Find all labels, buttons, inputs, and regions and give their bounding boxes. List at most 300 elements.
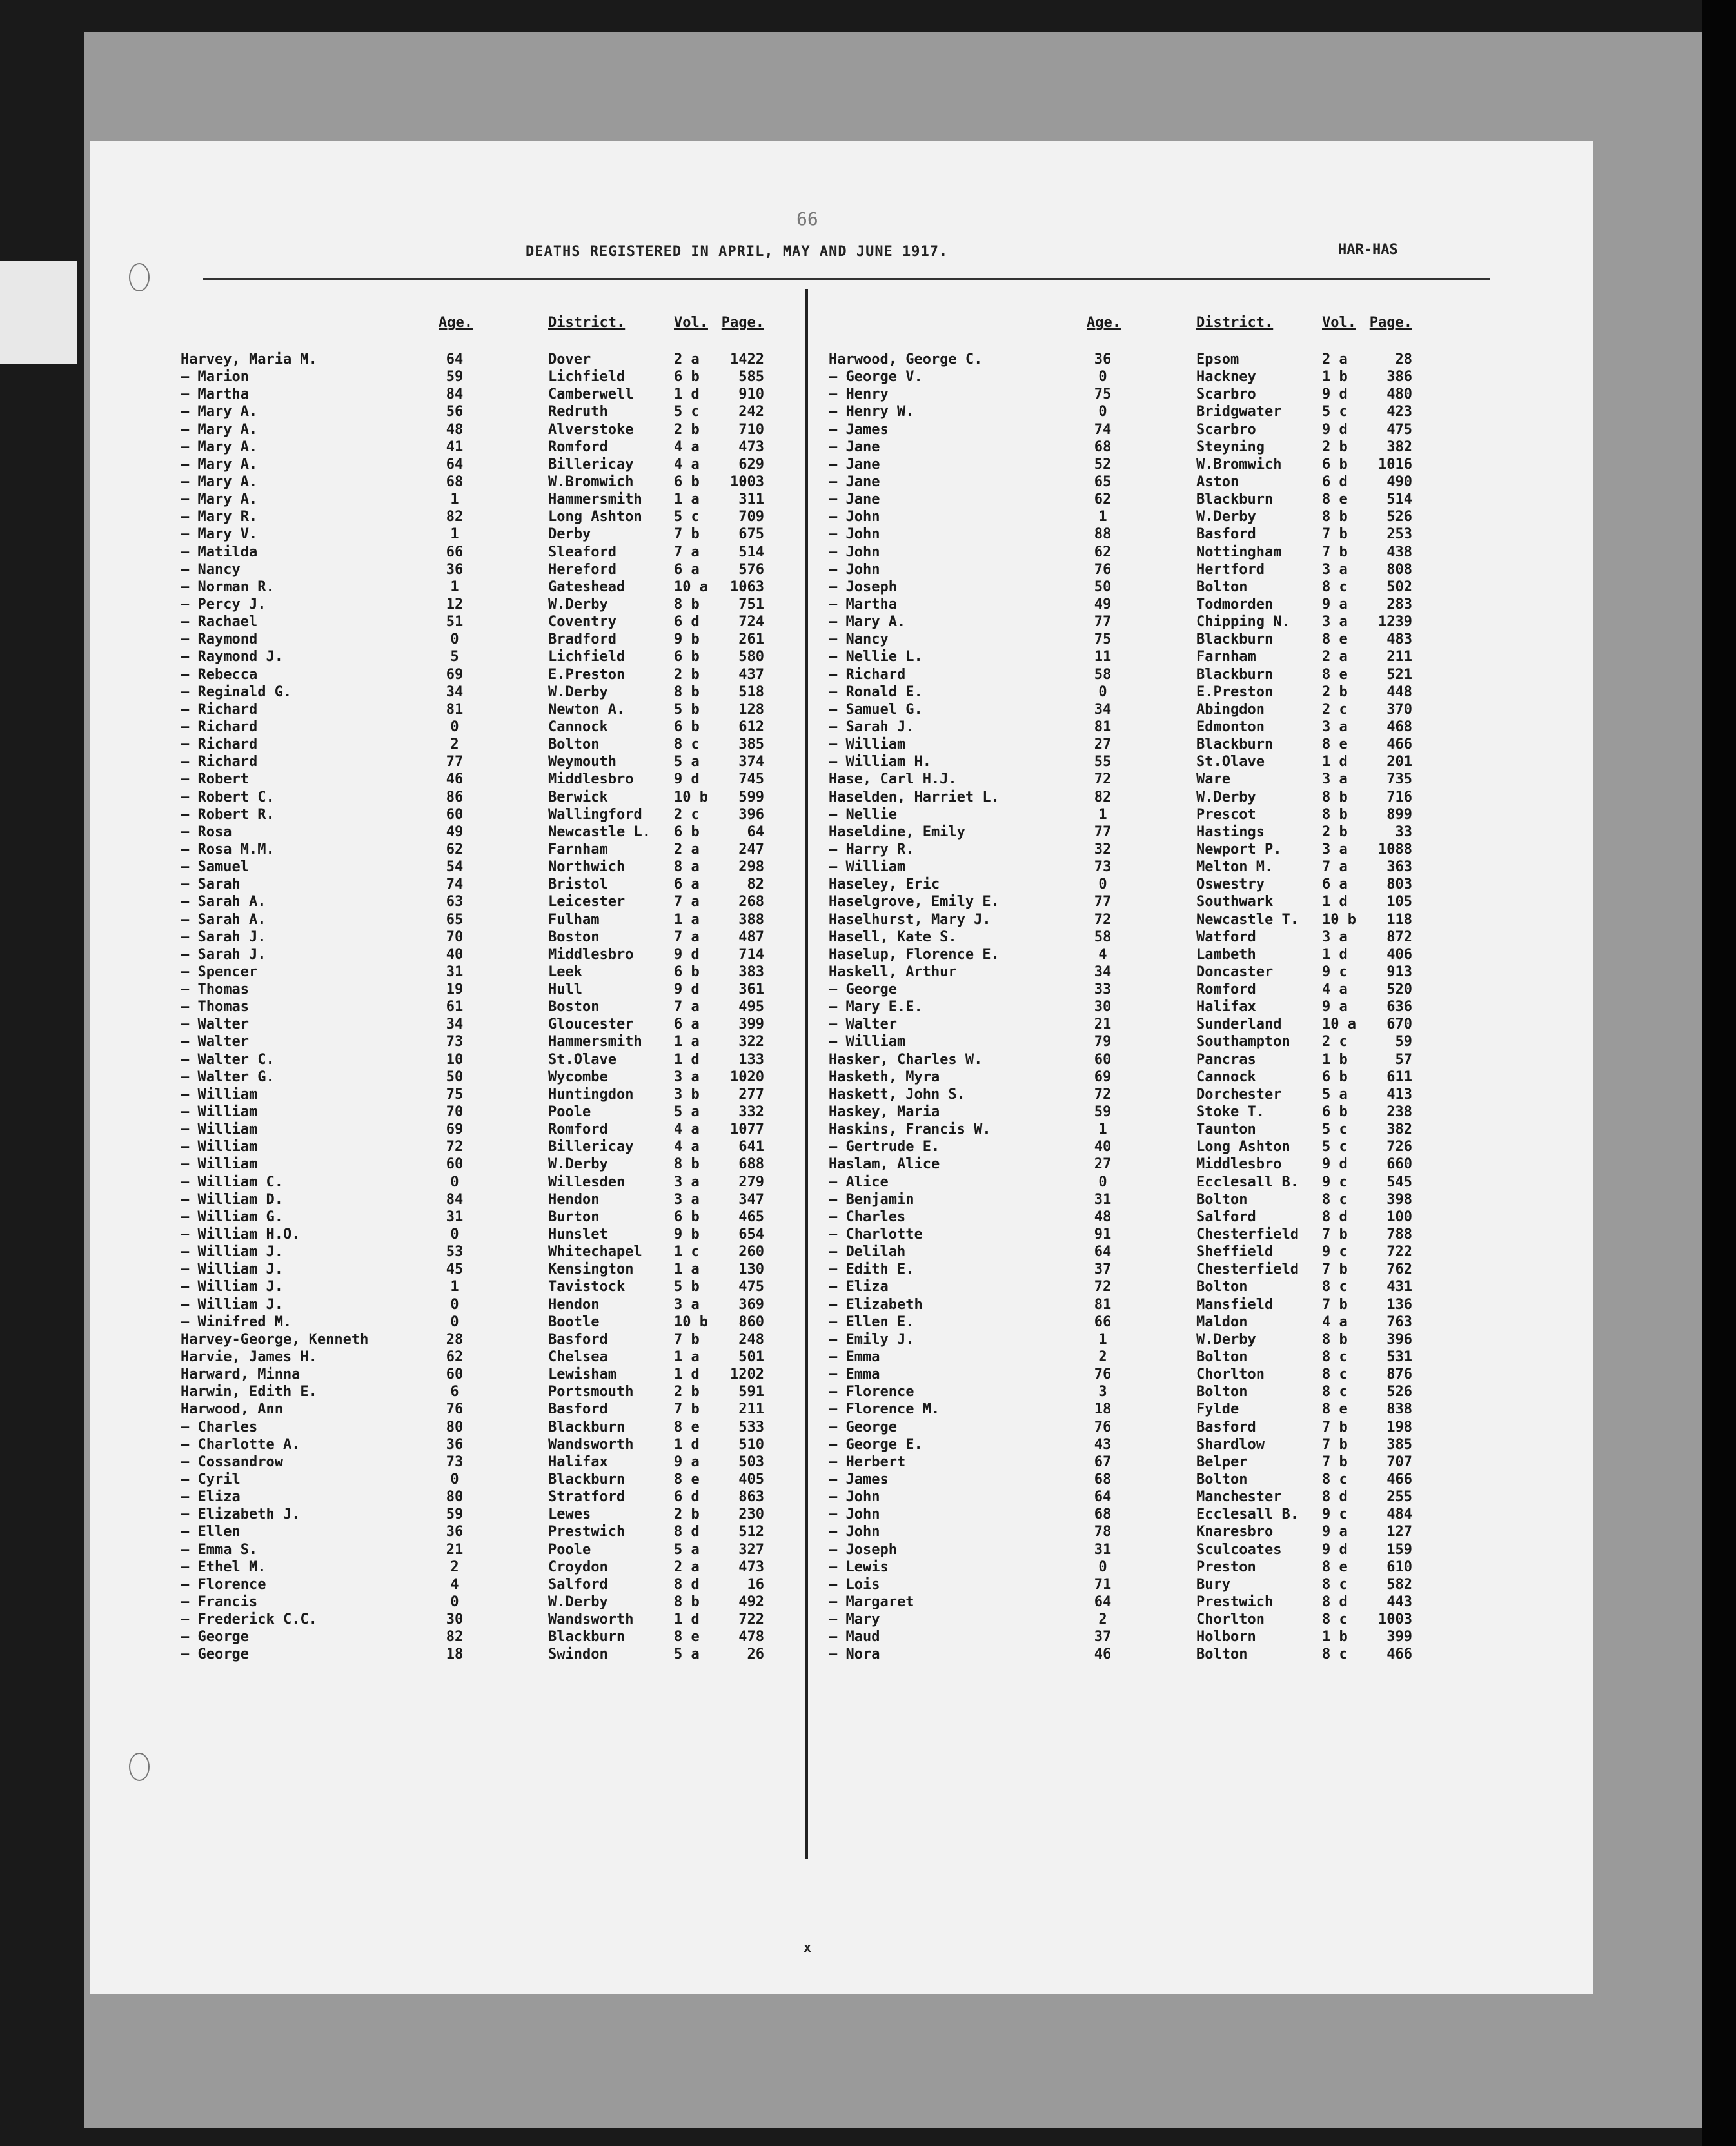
entry-district: Hunslet: [548, 1226, 608, 1243]
entry-page: 910: [738, 386, 764, 403]
entry-page: 610: [1386, 1559, 1412, 1575]
entry-age: 52: [1094, 456, 1112, 473]
entry-vol: 9 b: [674, 1226, 700, 1243]
entry-page: 514: [738, 544, 764, 560]
entry-age: 1: [1098, 806, 1107, 823]
entry-district: Billericay: [548, 456, 634, 473]
entry-vol: 7 b: [1322, 1419, 1348, 1435]
entry-district: Dorchester: [1196, 1086, 1282, 1103]
entry-name: — Ronald E.: [829, 684, 923, 700]
entry-name: — John: [829, 1524, 880, 1541]
entry-page: 283: [1386, 596, 1412, 613]
entry-district: Halifax: [548, 1453, 608, 1470]
entry-page: 675: [738, 526, 764, 543]
entry-vol: 8 c: [1322, 1384, 1348, 1401]
entry-age: 32: [1094, 841, 1112, 858]
entry-page: 396: [1386, 1331, 1412, 1348]
entry-name: — Mary A.: [829, 614, 906, 631]
entry-age: 59: [446, 1506, 464, 1523]
entry-district: Gateshead: [548, 578, 626, 595]
entry-vol: 2 c: [674, 806, 700, 823]
entry-district: Northwich: [548, 859, 626, 876]
entry-district: Swindon: [548, 1646, 608, 1663]
entry-district: Lambeth: [1196, 946, 1256, 963]
entry-name: — William C.: [181, 1174, 283, 1190]
entry-page: 466: [1386, 736, 1412, 753]
entry-age: 0: [1098, 1174, 1107, 1190]
entry-vol: 5 b: [674, 701, 700, 718]
entry-age: 66: [1094, 1314, 1112, 1330]
entry-vol: 8 c: [1322, 1349, 1348, 1366]
entry-vol: 9 a: [674, 1453, 700, 1470]
entry-vol: 2 b: [674, 666, 700, 683]
entry-page: 332: [738, 1104, 764, 1121]
entry-page: 136: [1386, 1296, 1412, 1313]
entry-age: 4: [450, 1576, 459, 1593]
entry-district: Hackney: [1196, 369, 1256, 386]
entry-district: Blackburn: [1196, 736, 1274, 753]
entry-name: — Rachael: [181, 614, 258, 631]
entry-vol: 8 d: [1322, 1208, 1348, 1225]
entry-age: 75: [1094, 386, 1112, 403]
entry-district: Newcastle T.: [1196, 911, 1299, 928]
entry-page: 127: [1386, 1524, 1412, 1541]
entry-page: 201: [1386, 754, 1412, 771]
entry-page: 654: [738, 1226, 764, 1243]
entry-vol: 2 c: [1322, 701, 1348, 718]
entry-name: — Percy J.: [181, 596, 266, 613]
entry-vol: 9 d: [1322, 386, 1348, 403]
entry-district: Kensington: [548, 1261, 634, 1278]
entry-page: 722: [1386, 1244, 1412, 1261]
entry-name: — Mary A.: [181, 491, 258, 508]
entry-age: 60: [1094, 1051, 1112, 1068]
entry-vol: 8 b: [674, 1593, 700, 1610]
entry-vol: 10 b: [674, 789, 708, 805]
entry-name: — Mary V.: [181, 526, 258, 543]
entry-district: Burton: [548, 1208, 600, 1225]
entry-district: E.Preston: [548, 666, 626, 683]
entry-district: Huntingdon: [548, 1086, 634, 1103]
entry-page: 1239: [1378, 614, 1412, 631]
entry-district: Ecclesall B.: [1196, 1174, 1299, 1190]
entry-age: 68: [1094, 1472, 1112, 1488]
entry-name: Haseldine, Emily: [829, 823, 965, 840]
entry-name: — Walter: [829, 1016, 897, 1033]
entry-name: Hasketh, Myra: [829, 1068, 940, 1085]
entry-district: Knaresbro: [1196, 1524, 1274, 1541]
entry-name: — Richard: [181, 701, 258, 718]
entry-page: 521: [1386, 666, 1412, 683]
entry-name: — William J.: [181, 1279, 283, 1295]
entry-name: — Mary: [829, 1611, 880, 1628]
entry-vol: 8 e: [674, 1629, 700, 1646]
entry-vol: 1 b: [1322, 1051, 1348, 1068]
entry-name: — Mary A.: [181, 438, 258, 455]
entry-vol: 1 b: [1322, 1629, 1348, 1646]
entry-age: 3: [1098, 1384, 1107, 1401]
entry-district: Fulham: [548, 911, 600, 928]
entry-age: 56: [446, 404, 464, 420]
entry-name: — Sarah A.: [181, 894, 266, 911]
entry-district: Scarbro: [1196, 421, 1256, 438]
entry-name: — Charles: [181, 1419, 258, 1435]
entry-district: Bolton: [1196, 578, 1248, 595]
entry-age: 36: [1094, 351, 1112, 368]
entry-name: — Charlotte: [829, 1226, 923, 1243]
entry-district: Wycombe: [548, 1068, 608, 1085]
entry-age: 63: [446, 894, 464, 911]
entry-age: 46: [446, 771, 464, 788]
entry-age: 68: [1094, 1506, 1112, 1523]
entry-age: 34: [1094, 701, 1112, 718]
entry-page: 361: [738, 981, 764, 998]
entry-vol: 3 a: [674, 1068, 700, 1085]
entry-page: 582: [1386, 1576, 1412, 1593]
entry-name: — Rosa M.M.: [181, 841, 275, 858]
entry-district: Portsmouth: [548, 1384, 634, 1401]
entry-age: 72: [1094, 911, 1112, 928]
entry-name: — Rosa: [181, 823, 232, 840]
entry-district: Bootle: [548, 1314, 600, 1330]
entry-name: — William G.: [181, 1208, 283, 1225]
entry-age: 4: [1098, 946, 1107, 963]
entry-name: — William J.: [181, 1261, 283, 1278]
entry-name: — Jane: [829, 456, 880, 473]
entry-district: Basford: [548, 1331, 608, 1348]
entry-age: 69: [446, 1121, 464, 1138]
entry-age: 41: [446, 438, 464, 455]
page-number: 66: [796, 208, 818, 230]
entry-name: Haslam, Alice: [829, 1156, 940, 1173]
entry-page: 475: [738, 1279, 764, 1295]
entry-vol: 8 e: [1322, 631, 1348, 648]
entry-page: 514: [1386, 491, 1412, 508]
entry-age: 73: [446, 1034, 464, 1050]
entry-age: 0: [1098, 404, 1107, 420]
entry-district: Poole: [548, 1541, 591, 1558]
entry-district: Melton M.: [1196, 859, 1274, 876]
entry-vol: 3 b: [674, 1086, 700, 1103]
entry-page: 899: [1386, 806, 1412, 823]
entry-name: — Cyril: [181, 1472, 241, 1488]
entry-page: 413: [1386, 1086, 1412, 1103]
entry-vol: 8 c: [1322, 1366, 1348, 1383]
entry-name: — George: [181, 1629, 249, 1646]
entry-name: Hase, Carl H.J.: [829, 771, 957, 788]
entry-name: — Eliza: [181, 1489, 241, 1506]
entry-age: 28: [446, 1331, 464, 1348]
entry-district: Southampton: [1196, 1034, 1290, 1050]
entry-page: 370: [1386, 701, 1412, 718]
entry-age: 1: [450, 578, 459, 595]
entry-district: St.Olave: [1196, 754, 1265, 771]
entry-age: 54: [446, 859, 464, 876]
entry-name: Harvey, Maria M.: [181, 351, 317, 368]
entry-vol: 5 c: [1322, 404, 1348, 420]
title-divider: [203, 278, 1490, 280]
entry-name: — Richard: [181, 754, 258, 771]
entry-district: Stratford: [548, 1489, 626, 1506]
entry-vol: 1 d: [674, 1611, 700, 1628]
entry-vol: 7 a: [674, 544, 700, 560]
entry-page: 473: [738, 1559, 764, 1575]
entry-district: Ecclesall B.: [1196, 1506, 1299, 1523]
entry-vol: 9 c: [1322, 1506, 1348, 1523]
entry-age: 31: [446, 1208, 464, 1225]
entry-name: — Joseph: [829, 1541, 897, 1558]
entry-district: Sunderland: [1196, 1016, 1282, 1033]
entry-age: 46: [1094, 1646, 1112, 1663]
entry-name: — William: [829, 736, 906, 753]
entry-name: — Jane: [829, 491, 880, 508]
entry-age: 0: [450, 1174, 459, 1190]
entry-name: — Charles: [829, 1208, 906, 1225]
entry-page: 100: [1386, 1208, 1412, 1225]
entry-page: 533: [738, 1419, 764, 1435]
surname-range: HAR-HAS: [1338, 242, 1398, 258]
entry-name: Haselhurst, Mary J.: [829, 911, 991, 928]
entry-page: 724: [738, 614, 764, 631]
entry-district: St.Olave: [548, 1051, 616, 1068]
entry-name: — Robert: [181, 771, 249, 788]
entry-page: 311: [738, 491, 764, 508]
entry-vol: 3 a: [1322, 771, 1348, 788]
entry-name: Haselden, Harriet L.: [829, 789, 1000, 805]
entry-page: 443: [1386, 1593, 1412, 1610]
entry-page: 591: [738, 1384, 764, 1401]
entry-vol: 9 d: [1322, 421, 1348, 438]
entry-district: Berwick: [548, 789, 608, 805]
entry-page: 465: [738, 1208, 764, 1225]
entry-age: 59: [1094, 1104, 1112, 1121]
entry-page: 33: [1395, 823, 1412, 840]
entry-vol: 3 a: [1322, 718, 1348, 735]
entry-district: Prestwich: [548, 1524, 626, 1541]
entry-page: 431: [1386, 1279, 1412, 1295]
entry-vol: 7 b: [1322, 1226, 1348, 1243]
entry-page: 438: [1386, 544, 1412, 560]
entry-name: — Elizabeth J.: [181, 1506, 301, 1523]
entry-district: Manchester: [1196, 1489, 1282, 1506]
entry-name: Haselgrove, Emily E.: [829, 894, 1000, 911]
entry-district: Sheffield: [1196, 1244, 1274, 1261]
entry-age: 82: [446, 509, 464, 526]
entry-page: 466: [1386, 1646, 1412, 1663]
entry-age: 36: [446, 1524, 464, 1541]
entry-district: Leek: [548, 963, 582, 980]
entry-name: — Nellie L.: [829, 649, 923, 665]
entry-district: Hertford: [1196, 561, 1265, 578]
entry-vol: 9 a: [1322, 999, 1348, 1016]
entry-name: — Mary A.: [181, 473, 258, 490]
entry-name: — Raymond J.: [181, 649, 283, 665]
entry-vol: 8 e: [1322, 1559, 1348, 1575]
entry-age: 65: [446, 911, 464, 928]
entry-vol: 2 b: [674, 1506, 700, 1523]
entry-age: 71: [1094, 1576, 1112, 1593]
entry-vol: 5 c: [674, 509, 700, 526]
entry-vol: 2 a: [1322, 649, 1348, 665]
entry-vol: 8 b: [1322, 1331, 1348, 1348]
entry-age: 62: [446, 1349, 464, 1366]
entry-district: Chesterfield: [1196, 1261, 1299, 1278]
page-title: DEATHS REGISTERED IN APRIL, MAY AND JUNE 1917.: [526, 244, 949, 260]
entry-name: — Martha: [181, 386, 249, 403]
entry-district: Willesden: [548, 1174, 626, 1190]
entry-page: 503: [738, 1453, 764, 1470]
entry-page: 347: [738, 1191, 764, 1208]
entry-vol: 1 a: [674, 1349, 700, 1366]
entry-name: — Ethel M.: [181, 1559, 266, 1575]
entry-age: 77: [1094, 614, 1112, 631]
entry-district: Aston: [1196, 473, 1239, 490]
entry-name: — Benjamin: [829, 1191, 914, 1208]
entry-name: — Thomas: [181, 999, 249, 1016]
entry-vol: 8 c: [1322, 1576, 1348, 1593]
entry-name: — George: [829, 1419, 897, 1435]
entry-district: Romford: [548, 1121, 608, 1138]
entry-page: 763: [1386, 1314, 1412, 1330]
entry-district: Lewisham: [548, 1366, 616, 1383]
entry-age: 10: [446, 1051, 464, 1068]
entry-district: Middlesbro: [1196, 1156, 1282, 1173]
entry-district: Hendon: [548, 1296, 600, 1313]
entry-age: 72: [446, 1139, 464, 1156]
entry-name: Hasell, Kate S.: [829, 929, 957, 945]
entry-vol: 9 d: [674, 771, 700, 788]
entry-age: 49: [1094, 596, 1112, 613]
entry-name: — Emma S.: [181, 1541, 258, 1558]
entry-name: — William: [181, 1156, 258, 1173]
entry-vol: 3 a: [674, 1296, 700, 1313]
entry-age: 48: [446, 421, 464, 438]
entry-page: 475: [1386, 421, 1412, 438]
entry-age: 0: [450, 631, 459, 648]
entry-district: Hammersmith: [548, 1034, 642, 1050]
entry-age: 12: [446, 596, 464, 613]
entry-vol: 9 d: [1322, 1541, 1348, 1558]
entry-name: — Herbert: [829, 1453, 906, 1470]
entry-district: Bolton: [548, 736, 600, 753]
entry-vol: 8 b: [1322, 789, 1348, 805]
entry-vol: 10 a: [674, 578, 708, 595]
entry-page: 512: [738, 1524, 764, 1541]
entry-vol: 8 c: [674, 736, 700, 753]
entry-district: Romford: [548, 438, 608, 455]
entry-page: 1063: [730, 578, 764, 595]
entry-vol: 9 c: [1322, 1174, 1348, 1190]
entry-page: 57: [1395, 1051, 1412, 1068]
entry-vol: 8 c: [1322, 1611, 1348, 1628]
entry-district: Epsom: [1196, 351, 1239, 368]
entry-vol: 9 b: [674, 631, 700, 648]
entry-age: 66: [446, 544, 464, 560]
entry-district: Newton A.: [548, 701, 626, 718]
entry-page: 130: [738, 1261, 764, 1278]
entry-page: 803: [1386, 876, 1412, 893]
entry-district: Sleaford: [548, 544, 616, 560]
entry-page: 64: [747, 823, 764, 840]
entry-vol: 6 a: [674, 561, 700, 578]
entry-district: Lichfield: [548, 369, 626, 386]
entry-page: 612: [738, 718, 764, 735]
entry-district: Cannock: [548, 718, 608, 735]
entry-district: Bolton: [1196, 1279, 1248, 1295]
entry-page: 238: [1386, 1104, 1412, 1121]
entry-district: Wandsworth: [548, 1611, 634, 1628]
entry-district: Lichfield: [548, 649, 626, 665]
entry-district: Hastings: [1196, 823, 1265, 840]
entry-district: Edmonton: [1196, 718, 1265, 735]
entry-district: Bolton: [1196, 1191, 1248, 1208]
entry-page: 383: [738, 963, 764, 980]
entry-name: — Reginald G.: [181, 684, 292, 700]
entry-district: Ware: [1196, 771, 1230, 788]
entry-vol: 10 a: [1322, 1016, 1356, 1033]
entry-district: Holborn: [1196, 1629, 1256, 1646]
entry-name: — Florence: [829, 1384, 914, 1401]
entry-district: Farnham: [1196, 649, 1256, 665]
entry-name: Haskins, Francis W.: [829, 1121, 991, 1138]
entry-name: — John: [829, 526, 880, 543]
entry-district: Bolton: [1196, 1472, 1248, 1488]
entry-vol: 8 b: [674, 1156, 700, 1173]
entry-name: — Francis: [181, 1593, 258, 1610]
entry-age: 6: [450, 1384, 459, 1401]
entry-name: — Margaret: [829, 1593, 914, 1610]
entry-name: — Walter: [181, 1016, 249, 1033]
entry-vol: 8 c: [1322, 1646, 1348, 1663]
entry-vol: 4 a: [1322, 1314, 1348, 1330]
entry-name: — Winifred M.: [181, 1314, 292, 1330]
entry-age: 60: [446, 806, 464, 823]
entry-name: — James: [829, 421, 889, 438]
entry-vol: 7 b: [1322, 544, 1348, 560]
entry-page: 722: [738, 1611, 764, 1628]
entry-page: 327: [738, 1541, 764, 1558]
entry-district: W.Bromwich: [1196, 456, 1282, 473]
entry-vol: 1 d: [1322, 754, 1348, 771]
entry-district: Sculcoates: [1196, 1541, 1282, 1558]
entry-age: 75: [446, 1086, 464, 1103]
footer-mark: x: [804, 1940, 812, 1955]
entry-name: Harward, Minna: [181, 1366, 301, 1383]
entry-page: 382: [1386, 1121, 1412, 1138]
entry-age: 30: [446, 1611, 464, 1628]
entry-page: 726: [1386, 1139, 1412, 1156]
entry-age: 76: [446, 1401, 464, 1418]
entry-page: 838: [1386, 1401, 1412, 1418]
entry-district: Blackburn: [548, 1472, 626, 1488]
entry-page: 872: [1386, 929, 1412, 945]
entry-district: Stoke T.: [1196, 1104, 1265, 1121]
entry-district: Blackburn: [548, 1629, 626, 1646]
entry-name: — Lewis: [829, 1559, 889, 1575]
entry-vol: 8 a: [674, 859, 700, 876]
entry-vol: 7 b: [674, 1331, 700, 1348]
entry-name: — Mary A.: [181, 456, 258, 473]
entry-vol: 2 a: [674, 1559, 700, 1575]
entry-name: — Norman R.: [181, 578, 275, 595]
entry-page: 660: [1386, 1156, 1412, 1173]
entry-vol: 7 a: [674, 929, 700, 945]
entry-age: 88: [1094, 526, 1112, 543]
entry-page: 1422: [730, 351, 764, 368]
entry-age: 82: [1094, 789, 1112, 805]
entry-vol: 1 d: [674, 1366, 700, 1383]
entry-vol: 5 b: [674, 1279, 700, 1295]
